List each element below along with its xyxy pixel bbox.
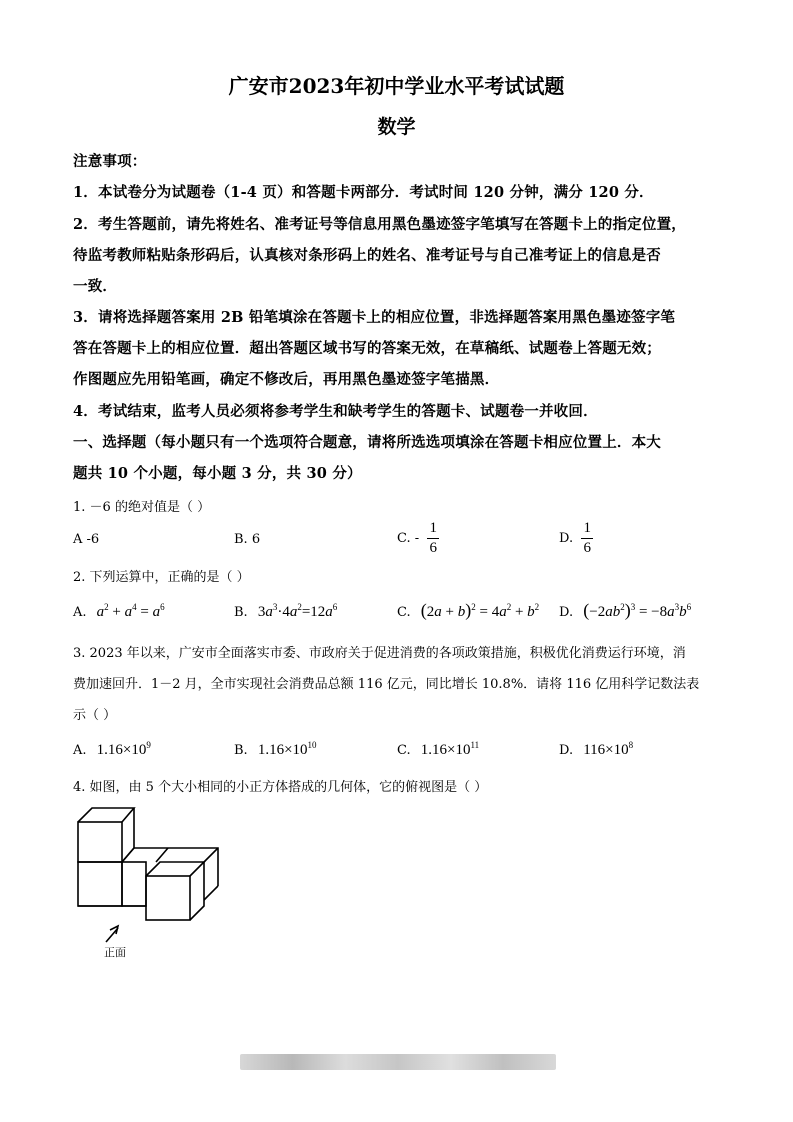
cube-face <box>78 822 122 862</box>
cube-face <box>78 862 122 906</box>
q1-option-d-fraction <box>581 520 593 557</box>
q1-option-d-label: D. <box>559 531 574 546</box>
notice-line: 待监考教师粘贴条形码后，认真核对条形码上的姓名、准考证号与自己准考证上的信息是否 <box>73 247 661 264</box>
q1-option-c-fraction <box>427 520 439 557</box>
notice-line: 1．本试卷分为试题卷（1-4 页）和答题卡两部分．考试时间 120 分钟，满分 120 分． <box>73 184 654 201</box>
q3-option-c-expression: $1.16\times 10^{11}$ <box>420 740 480 758</box>
q3-option-b-expression: $1.16\times 10^{10}$ <box>257 740 317 758</box>
q3-option-a <box>73 740 151 759</box>
q2-option-c-expression: $(2a + b)^2 = 4a^2 + b^2$ <box>420 600 540 620</box>
notice-line: 作图题应先用铅笔画，确定不修改后，再用黑色墨迹签字笔描黑． <box>73 371 500 388</box>
notice-line: 4．考试结束，监考人员必须将参考学生和缺考学生的答题卡、试题卷一并收回． <box>73 403 598 420</box>
question-2-stem: 2. 下列运算中，正确的是（ ） <box>73 570 250 585</box>
q2-option-a-expression: $a^2 + a^4 = a^6$ <box>96 602 165 620</box>
question-3-stem: 3. 2023 年以来，广安市全面落实市委、市政府关于促进消费的各项政策措施，积极优化消费运行环境，消 <box>73 646 686 661</box>
front-view-label: 正面 <box>104 946 126 959</box>
question-3-stem: 费加速回升．1－2 月，全市实现社会消费品总额 116 亿元，同比增长 10.8%．请将 116 亿用科学记数法表 <box>73 677 700 692</box>
fraction-bar <box>581 538 593 539</box>
q2-option-a <box>73 602 165 621</box>
notice-line: 一致． <box>73 278 118 295</box>
q3-option-d <box>559 740 633 759</box>
fraction-denominator: 6 <box>429 540 438 556</box>
exam-title: 广安市2023年初中学业水平考试试题 <box>228 74 565 98</box>
fraction-numerator: 1 <box>429 520 438 536</box>
q2-option-c <box>397 600 539 621</box>
q2-option-a-label: A. <box>73 605 87 620</box>
cube-top-edge <box>146 862 204 876</box>
q3-option-c <box>397 740 479 759</box>
subject-title: 数学 <box>377 116 416 138</box>
q3-option-b <box>234 740 317 759</box>
footer-watermark <box>240 1054 556 1070</box>
q2-option-d-label: D. <box>559 605 574 620</box>
q2-option-d-expression: $(-2ab^2)^3 = -8a^3b^6$ <box>583 600 692 620</box>
notice-line: 3．请将选择题答案用 2B 铅笔填涂在答题卡上的相应位置，非选择题答案用黑色墨迹签字笔 <box>73 309 676 326</box>
cube-face <box>146 876 190 920</box>
section-heading: 一、选择题（每小题只有一个选项符合题意，请将所选选项填涂在答题卡相应位置上．本大 <box>73 434 661 451</box>
q2-option-b-label: B. <box>234 605 248 620</box>
notice-line: 2．考生答题前，请先将姓名、准考证号等信息用黑色墨迹签字笔填写在答题卡上的指定位置， <box>73 216 686 233</box>
cube-top-edge <box>78 808 134 822</box>
q1-option-b: B. 6 <box>234 532 261 547</box>
cube-top-edge <box>122 848 178 862</box>
cube-top-edge <box>204 848 218 862</box>
q3-option-d-expression: $116\times 10^8$ <box>583 740 634 758</box>
cube-solid-figure <box>70 800 230 970</box>
q2-option-b <box>234 602 337 621</box>
fraction-numerator: 1 <box>583 520 591 536</box>
q1-option-a: A -6 <box>73 532 100 547</box>
q1-option-c-label: C. - <box>397 531 420 546</box>
q3-option-a-label: A. <box>73 743 87 758</box>
q3-option-c-label: C. <box>397 743 411 758</box>
q2-option-b-expression: $3a^3\cdot 4a^2=12a^6$ <box>257 602 338 620</box>
q1-option-c <box>397 520 439 557</box>
cube-top-edge <box>156 848 168 862</box>
fraction-bar <box>427 538 439 539</box>
question-1-stem: 1. －6 的绝对值是（ ） <box>73 500 211 515</box>
question-4-stem: 4. 如图，由 5 个大小相同的小正方体搭成的几何体，它的俯视图是（ ） <box>73 780 488 795</box>
notice-line: 答在答题卡上的相应位置．超出答题区域书写的答案无效，在草稿纸、试题卷上答题无效； <box>73 340 661 357</box>
section-heading: 题共 10 个小题，每小题 3 分，共 30 分） <box>73 465 362 482</box>
cube-face <box>122 862 146 906</box>
q2-option-c-label: C. <box>397 605 411 620</box>
cube-side-edge <box>190 862 204 920</box>
q3-option-a-expression: $1.16\times 10^9$ <box>96 740 151 758</box>
notice-heading: 注意事项： <box>73 153 147 170</box>
q2-option-d <box>559 600 691 621</box>
q3-option-b-label: B. <box>234 743 248 758</box>
q1-option-d <box>559 520 593 557</box>
cube-side-edge <box>204 886 218 900</box>
fraction-denominator: 6 <box>583 540 591 556</box>
question-3-stem: 示（ ） <box>73 708 117 723</box>
q3-option-d-label: D. <box>559 743 574 758</box>
